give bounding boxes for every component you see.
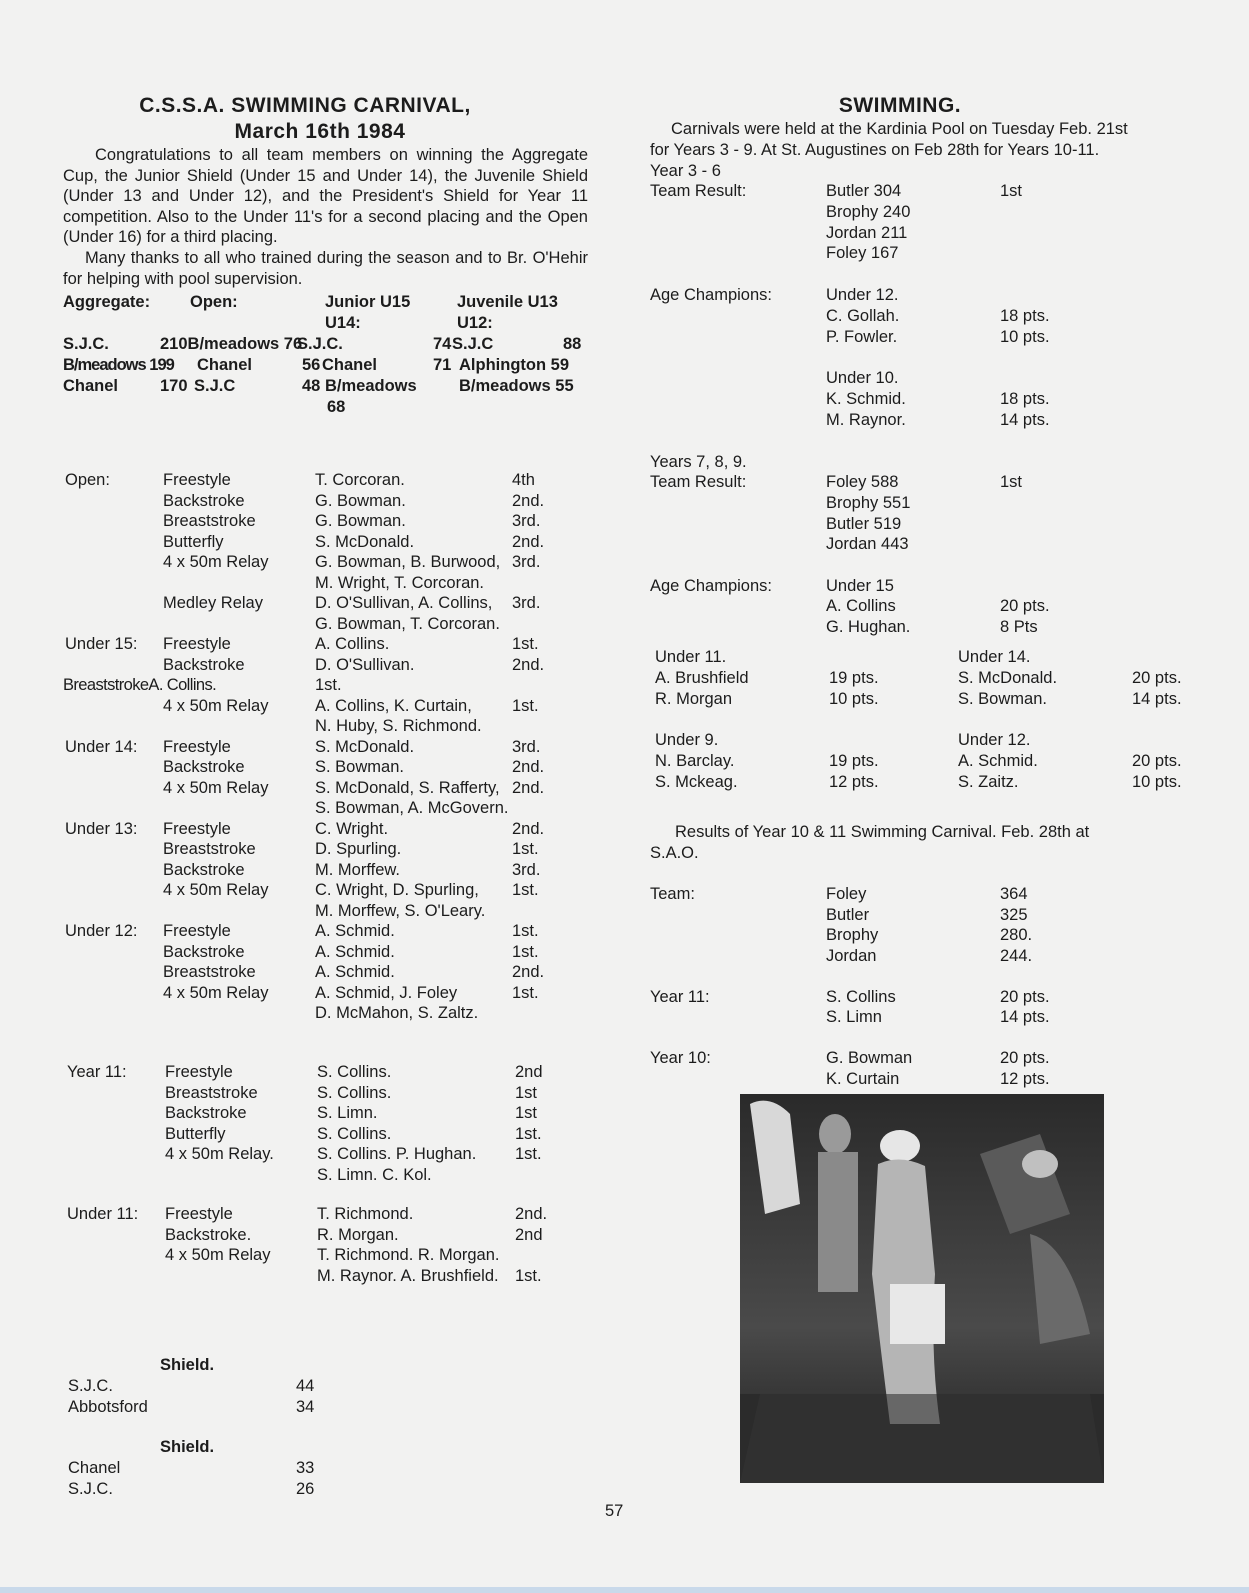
- result-name: A. Schmid, J. Foley: [315, 983, 458, 1002]
- result-place: 3rd.: [512, 860, 541, 879]
- result-event: 4 x 50m Relay: [163, 778, 269, 797]
- result-group: Year 11:: [67, 1063, 127, 1081]
- right-intro-line2: for Years 3 - 9. At St. Augustines on Feb 28th for Years 10-11.: [650, 141, 1100, 159]
- result-name: G. Bowman.: [315, 512, 406, 530]
- champion-pts: 8 Pts: [1000, 618, 1038, 636]
- result-place: 1st: [515, 1104, 538, 1122]
- shield-score: 33: [296, 1459, 315, 1477]
- champion-name: R. Morgan: [655, 690, 733, 708]
- champion-pts: 12 pts.: [829, 773, 879, 791]
- intro-paragraph-2: Many thanks to all who trained during the season and to Br. O'Hehir for helping with pool supervision.: [63, 249, 588, 288]
- result-name: A. Collins.: [315, 635, 390, 653]
- result-event: Freestyle: [163, 922, 231, 940]
- result-event: Backstroke: [163, 860, 245, 879]
- result-event: Breaststroke: [163, 512, 256, 530]
- result-name: M. Morffew.: [315, 860, 400, 879]
- result-event: Freestyle: [163, 737, 231, 756]
- right-title: SWIMMING.: [838, 94, 962, 117]
- u15-heading: Under 15: [826, 577, 894, 595]
- result-place: 1st.: [512, 696, 539, 715]
- swimmers-photo-art: [740, 1094, 1104, 1483]
- shield-team: Abbotsford: [68, 1398, 148, 1416]
- result-name: T. Corcoran.: [315, 471, 405, 489]
- page-number: 57: [605, 1502, 624, 1520]
- team36-row: Foley 167: [826, 244, 899, 262]
- result-event: Breaststroke: [163, 840, 256, 858]
- result-event: Breaststroke: [165, 1083, 258, 1102]
- team-name: Butler: [826, 906, 870, 924]
- result-place: 3rd.: [512, 512, 541, 530]
- agg-juvenile: Juvenile U13: [457, 293, 558, 311]
- agg-cell: 68: [327, 398, 346, 416]
- agg-cell: Alphington 59: [459, 356, 569, 374]
- champion-name: S. Mckeag.: [655, 773, 738, 791]
- champion-pts: 20 pts.: [1000, 1049, 1050, 1067]
- result-name: D. Spurling.: [315, 840, 402, 858]
- result-name: S. Limn.: [317, 1104, 378, 1122]
- result-group: Under 12:: [65, 922, 138, 940]
- champion-name: M. Raynor.: [826, 411, 906, 429]
- result-place: 1st.: [512, 983, 539, 1002]
- result-group: BreaststrokeA. Collins.: [63, 676, 217, 694]
- team-score: 280.: [1000, 926, 1033, 944]
- year36-heading: Year 3 - 6: [650, 162, 721, 180]
- result-place: 2nd.: [512, 819, 545, 838]
- result-event: Backstroke: [165, 1104, 247, 1122]
- result-place: 1st.: [515, 1266, 542, 1285]
- champion-pts: 18 pts.: [1000, 390, 1050, 408]
- result-name: A. Schmid.: [315, 942, 395, 961]
- u12b-heading: Under 12.: [958, 731, 1031, 749]
- champion-pts: 19 pts.: [829, 669, 879, 687]
- agg-cell: S.J.C.: [63, 335, 109, 353]
- team36-place: 1st: [1000, 182, 1023, 200]
- team36-row: Butler 304: [826, 182, 902, 200]
- champion-pts: 20 pts.: [1132, 669, 1182, 687]
- champion-name: S. McDonald.: [958, 669, 1058, 687]
- result-name: S. Collins.: [317, 1063, 392, 1081]
- year11-label: Year 11:: [650, 988, 710, 1006]
- result-group: Under 15:: [65, 635, 138, 653]
- champion-pts: 12 pts.: [1000, 1070, 1050, 1088]
- result-event: Freestyle: [163, 819, 231, 838]
- result-name: M. Wright, T. Corcoran.: [315, 573, 485, 592]
- result-name: C. Wright, D. Spurling,: [315, 881, 479, 899]
- agg-cell: 56: [302, 356, 321, 374]
- champion-pts: 19 pts.: [829, 752, 879, 770]
- agg-cell: Chanel: [322, 356, 378, 374]
- shield-team: Chanel: [68, 1459, 121, 1477]
- result-event: Freestyle: [163, 471, 231, 489]
- result-name: S. Collins.: [317, 1083, 392, 1102]
- scan-edge: [0, 1587, 1249, 1593]
- champion-pts: 14 pts.: [1000, 1008, 1050, 1026]
- result-event: Medley Relay: [163, 594, 263, 612]
- left-title-line1: C.S.S.A. SWIMMING CARNIVAL,: [139, 94, 471, 117]
- team-score: 364: [1000, 885, 1028, 903]
- result-name: S. Collins. P. Hughan.: [317, 1145, 477, 1163]
- age-champions-label: Age Champions:: [650, 286, 772, 304]
- team-result-label: Team Result:: [650, 182, 747, 200]
- result-place: 2nd.: [512, 491, 545, 510]
- result-place: 3rd.: [512, 737, 541, 756]
- champion-pts: 14 pts.: [1132, 690, 1182, 708]
- shield-score: 44: [296, 1377, 315, 1395]
- result-place: 2nd: [515, 1063, 543, 1081]
- agg-cell: 210B/meadows 76: [160, 335, 303, 353]
- champion-pts: 14 pts.: [1000, 411, 1050, 429]
- result-place: 1st.: [515, 1145, 542, 1163]
- result-group: Open:: [65, 471, 110, 489]
- u10-heading: Under 10.: [826, 369, 899, 387]
- result-name: S. Limn. C. Kol.: [317, 1165, 432, 1184]
- agg-open: Open:: [190, 293, 238, 311]
- champion-pts: 20 pts.: [1000, 597, 1050, 615]
- result-name: T. Richmond.: [317, 1205, 414, 1223]
- result-event: 4 x 50m Relay: [163, 696, 269, 715]
- u12-heading: Under 12.: [826, 286, 899, 304]
- shield-score: 26: [296, 1480, 315, 1498]
- result-event: 4 x 50m Relay: [163, 553, 269, 571]
- result-group: Under 13:: [65, 819, 138, 838]
- result-event: Butterfly: [163, 532, 224, 551]
- team-score: 244.: [1000, 947, 1033, 965]
- champion-pts: 20 pts.: [1132, 752, 1182, 770]
- agg-cell: Chanel: [63, 377, 119, 395]
- champion-name: A. Collins: [826, 597, 896, 615]
- result-name: R. Morgan.: [317, 1225, 399, 1244]
- result-event: Backstroke: [163, 655, 245, 674]
- champion-name: A. Brushfield: [655, 669, 749, 687]
- champion-name: K. Curtain: [826, 1070, 900, 1088]
- left-title-line2: March 16th 1984: [234, 120, 406, 143]
- champion-name: S. Zaitz.: [958, 773, 1019, 791]
- agg-cell: S.J.C: [452, 335, 494, 353]
- result-name: G. Bowman, T. Corcoran.: [315, 614, 500, 633]
- result-name: A. Schmid.: [315, 922, 395, 940]
- result-place: 2nd.: [512, 655, 545, 674]
- team-name: Brophy: [826, 926, 879, 944]
- team789-row: Jordan 443: [826, 535, 909, 553]
- result-name: 1st.: [315, 676, 342, 694]
- team36-row: Brophy 240: [826, 203, 911, 221]
- agg-junior: Junior U15: [325, 293, 411, 311]
- result-place: 1st.: [512, 840, 539, 858]
- result-name: S. Bowman.: [315, 758, 404, 776]
- result-name: D. O'Sullivan, A. Collins,: [315, 594, 493, 612]
- result-event: 4 x 50m Relay: [165, 1246, 271, 1264]
- agg-cell: B/meadows: [325, 377, 417, 395]
- agg-cell: 74: [433, 335, 452, 353]
- team789-row: Brophy 551: [826, 494, 911, 512]
- result-event: Butterfly: [165, 1124, 226, 1143]
- result-name: G. Bowman.: [315, 491, 406, 510]
- result-place: 2nd.: [515, 1205, 548, 1223]
- result-place: 3rd.: [512, 594, 541, 612]
- age-champions-label-2: Age Champions:: [650, 577, 772, 595]
- agg-cell: 71: [433, 356, 452, 374]
- result-name: G. Bowman, B. Burwood,: [315, 553, 501, 571]
- champion-name: C. Gollah.: [826, 307, 900, 325]
- agg-cell: 170: [160, 377, 188, 395]
- result-name: D. O'Sullivan.: [315, 655, 415, 674]
- result-place: 3rd.: [512, 553, 541, 571]
- results-line2: S.A.O.: [650, 844, 699, 862]
- agg-cell: Chanel: [197, 356, 253, 374]
- agg-cell: B/meadows 55: [459, 377, 574, 395]
- agg-cell: S.J.C.: [297, 335, 343, 353]
- team789-place: 1st: [1000, 473, 1023, 491]
- swimmers-photo: [740, 1094, 1104, 1483]
- champion-name: N. Barclay.: [655, 752, 735, 770]
- agg-cell: 88: [563, 335, 582, 353]
- shield-score: 34: [296, 1398, 315, 1416]
- team-score: 325: [1000, 906, 1028, 924]
- result-name: C. Wright.: [315, 819, 389, 838]
- agg-u14: U14:: [325, 314, 361, 332]
- result-event: Breaststroke: [163, 963, 256, 981]
- team-name: Jordan: [826, 947, 877, 965]
- result-place: 2nd.: [512, 758, 545, 776]
- year10-label: Year 10:: [650, 1049, 711, 1067]
- result-place: 1st.: [512, 922, 539, 940]
- result-name: N. Huby, S. Richmond.: [315, 717, 482, 735]
- result-event: 4 x 50m Relay: [163, 983, 269, 1002]
- champion-pts: 10 pts.: [1132, 773, 1182, 791]
- shield-title: Shield.: [160, 1438, 215, 1456]
- u11-heading: Under 11.: [655, 648, 727, 666]
- results-line1: Results of Year 10 & 11 Swimming Carnival. Feb. 28th at: [675, 823, 1090, 841]
- result-name: A. Schmid.: [315, 963, 395, 981]
- result-event: Backstroke: [163, 942, 245, 961]
- champion-name: S. Collins: [826, 988, 896, 1006]
- team36-row: Jordan 211: [826, 224, 908, 242]
- shield-title: Shield.: [160, 1356, 215, 1374]
- result-name: S. McDonald.: [315, 532, 415, 551]
- result-name: S. McDonald, S. Rafferty,: [315, 778, 500, 797]
- year789-heading: Years 7, 8, 9.: [650, 453, 747, 471]
- team789-row: Foley 588: [826, 473, 899, 491]
- result-place: 1st.: [515, 1124, 542, 1143]
- champion-pts: 18 pts.: [1000, 307, 1050, 325]
- result-group: Under 11:: [67, 1205, 139, 1223]
- result-name: M. Raynor. A. Brushfield.: [317, 1266, 499, 1285]
- u14-heading: Under 14.: [958, 648, 1031, 666]
- result-name: S. Collins.: [317, 1124, 392, 1143]
- result-place: 1st.: [512, 635, 539, 653]
- team-label: Team:: [650, 885, 695, 903]
- result-place: 1st.: [512, 942, 539, 961]
- result-event: Backstroke: [163, 491, 245, 510]
- result-event: Backstroke: [163, 758, 245, 776]
- agg-label: Aggregate:: [63, 293, 151, 311]
- result-name: T. Richmond. R. Morgan.: [317, 1246, 500, 1264]
- result-event: Freestyle: [165, 1063, 233, 1081]
- result-name: S. McDonald.: [315, 737, 415, 756]
- result-place: 1st: [515, 1083, 538, 1102]
- champion-pts: 10 pts.: [1000, 328, 1050, 346]
- result-event: Freestyle: [165, 1205, 233, 1223]
- champion-pts: 10 pts.: [829, 690, 879, 708]
- intro-paragraph-1: Congratulations to all team members on winning the Aggregate Cup, the Junior Shield (Under 15 and Under 14), the Juvenile Shield (Under 13 and Under 12), and the President's Shield for Year 11 competition. Also to the Under 11's for a second placing and the Open (Under 16) for a third placing.: [63, 146, 588, 246]
- result-place: 4th: [512, 471, 535, 489]
- agg-u12: U12:: [457, 314, 493, 332]
- result-place: 2nd: [515, 1225, 543, 1244]
- team789-row: Butler 519: [826, 515, 902, 533]
- u9-heading: Under 9.: [655, 731, 719, 749]
- team-name: Foley: [826, 885, 867, 903]
- shield-team: S.J.C.: [68, 1480, 113, 1498]
- result-group: Under 14:: [65, 737, 138, 756]
- result-place: 2nd.: [512, 778, 545, 797]
- champion-pts: 20 pts.: [1000, 988, 1050, 1006]
- right-intro-line1: Carnivals were held at the Kardinia Pool on Tuesday Feb. 21st: [671, 120, 1128, 138]
- champion-name: K. Schmid.: [826, 390, 906, 408]
- shield-team: S.J.C.: [68, 1377, 113, 1395]
- result-name: A. Collins, K. Curtain,: [315, 696, 472, 715]
- result-name: D. McMahon, S. Zaltz.: [315, 1004, 479, 1022]
- champion-name: G. Hughan.: [826, 618, 911, 636]
- champion-name: A. Schmid.: [958, 752, 1038, 770]
- result-place: 2nd.: [512, 532, 545, 551]
- result-event: 4 x 50m Relay: [163, 881, 269, 899]
- agg-cell: B/meadows 199: [63, 356, 174, 374]
- result-place: 2nd.: [512, 963, 545, 981]
- result-event: 4 x 50m Relay.: [165, 1145, 274, 1163]
- champion-name: P. Fowler.: [826, 328, 898, 346]
- agg-cell: S.J.C: [194, 377, 236, 395]
- result-place: 1st.: [512, 881, 539, 899]
- champion-name: S. Limn: [826, 1008, 882, 1026]
- result-event: Backstroke.: [165, 1225, 252, 1244]
- agg-cell: 48: [302, 377, 321, 395]
- champion-name: G. Bowman: [826, 1049, 913, 1067]
- result-event: Freestyle: [163, 635, 231, 653]
- result-name: S. Bowman, A. McGovern.: [315, 799, 509, 817]
- team-result-label-2: Team Result:: [650, 473, 747, 491]
- champion-name: S. Bowman.: [958, 690, 1047, 708]
- result-name: M. Morffew, S. O'Leary.: [315, 901, 486, 920]
